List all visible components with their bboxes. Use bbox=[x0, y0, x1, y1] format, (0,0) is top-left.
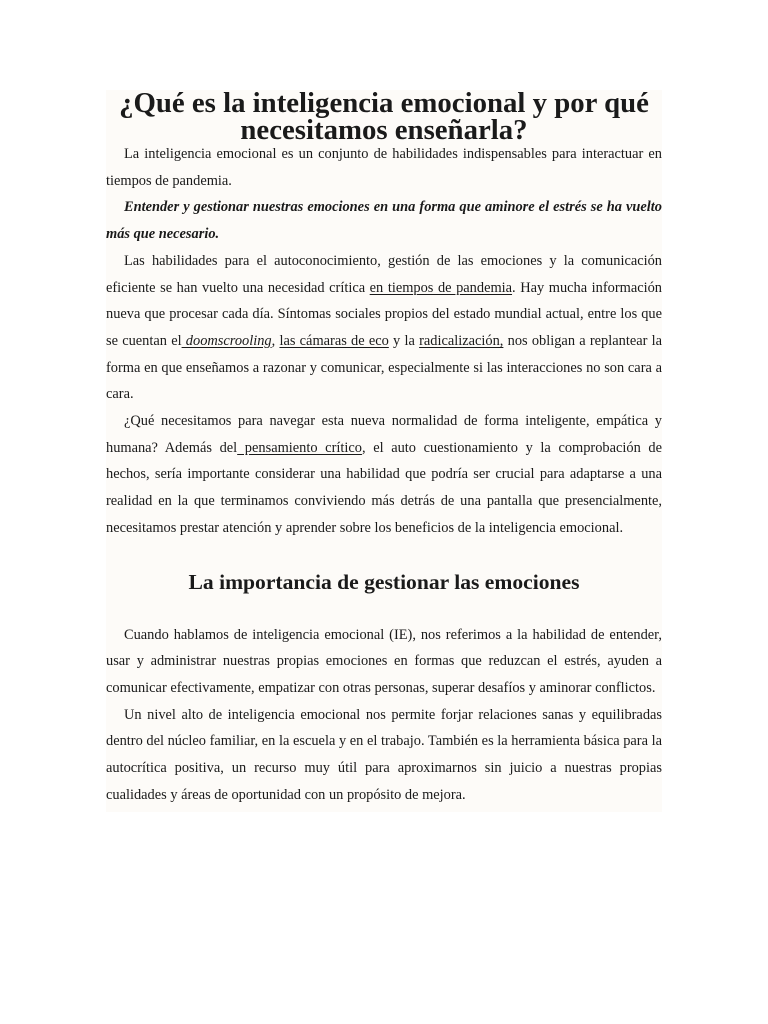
document-title: ¿Qué es la inteligencia emocional y por qué necesitamos enseñarla? bbox=[119, 87, 649, 146]
paragraph-definition: Cuando hablamos de inteligencia emocional (IE), nos referimos a la habilidad de entender, usar y administrar nuestras propias emociones en formas que reduzcan el estrés, ayuden a comunicar efectivamente, empatizar con otras personas, superar desafíos y aminorar conflictos. bbox=[106, 626, 662, 696]
text-run: , el auto cuestionamiento y la comprobación de hechos, sería importante considerar una habilidad que podría ser crucial para adaptarse a una realidad en la que terminamos conviviendo más detrás de una pantalla que presencialmente, necesitamos prestar atención y aprender sobre los beneficios de la inteligencia emocional. bbox=[106, 439, 662, 536]
paragraph-emphasis: Entender y gestionar nuestras emociones en una forma que aminore el estrés se ha vuelto más que necesario. bbox=[106, 199, 662, 243]
link-camaras-de-eco[interactable]: las cámaras de eco bbox=[279, 332, 389, 349]
link-pensamiento-critico[interactable]: pensamiento crítico bbox=[237, 439, 362, 456]
text-run: , bbox=[271, 332, 280, 349]
paragraph-intro: La inteligencia emocional es un conjunto de habilidades indispensables para interactuar en tiempos de pandemia. bbox=[106, 146, 662, 189]
text-run: Las habilidades para el autoconocimiento, gestión de las emociones y la comunicación eficiente se han vuelto una necesidad crítica bbox=[106, 252, 662, 296]
text-run: . Hay mucha información nueva que procesar cada día. Síntomas sociales propios del estado mundial actual, entre los que se cuentan el bbox=[106, 279, 662, 349]
section-heading: La importancia de gestionar las emociones bbox=[188, 569, 580, 594]
document-body bbox=[106, 87, 662, 812]
link-tiempos-de-pandemia[interactable]: en tiempos de pandemia bbox=[369, 279, 513, 296]
link-radicalizacion[interactable]: radicalización, bbox=[419, 332, 504, 349]
text-run: nos obligan a replantear la forma en que enseñamos a razonar y comunicar, especialmente si las interacciones no son cara a cara. bbox=[106, 332, 662, 403]
text-run: y la bbox=[388, 332, 420, 349]
paragraph-new-normal bbox=[106, 408, 662, 542]
link-doomscrooling[interactable]: doomscrooling bbox=[181, 332, 272, 349]
paragraph-benefits: Un nivel alto de inteligencia emocional nos permite forjar relaciones sanas y equilibradas dentro del núcleo familiar, en la escuela y en el trabajo. También es la herramienta básica para la autocrítica positiva, un recurso muy útil para aproximarnos sin juicio a nuestras propias cualidades y áreas de oportunidad con un propósito de mejora. bbox=[106, 706, 662, 803]
paragraph-skills bbox=[106, 248, 662, 408]
text-run: ¿Qué necesitamos para navegar esta nueva normalidad de forma inteligente, empática y humana? Además del bbox=[106, 413, 662, 456]
